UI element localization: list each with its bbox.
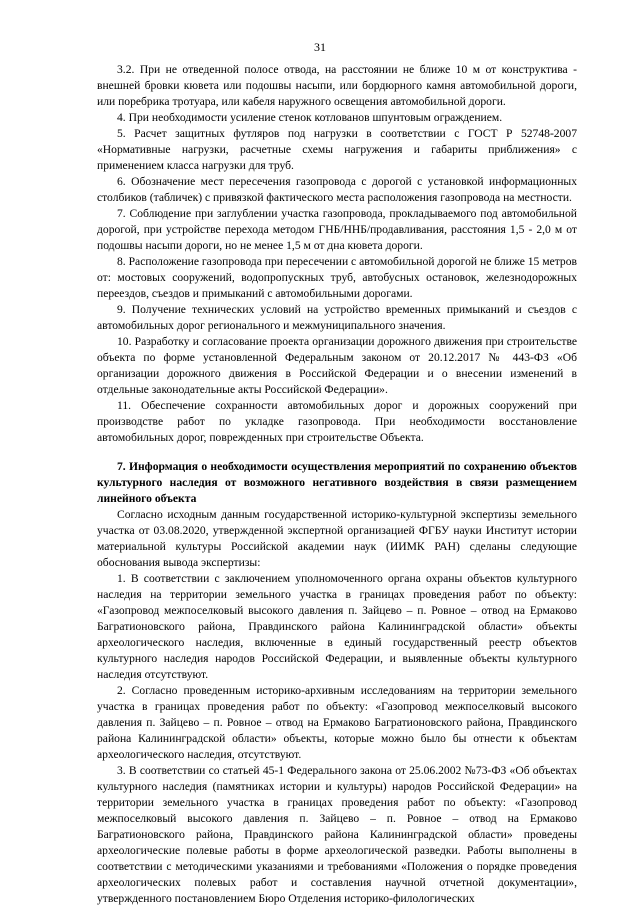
page-body <box>97 62 577 907</box>
paragraph-4: 4. При необходимости усиление стенок котлованов шпунтовым ограждением. <box>117 111 503 124</box>
page-number: 31 <box>314 40 326 54</box>
paragraph-10: 10. Разработку и согласование проекта организации дорожного движения при строительстве объекта по форме установленной Федеральным законом от 20.12.2017 № 443-ФЗ «Об организации дорожного движения в Российской Федерации и о внесении изменений в отдельные законодательные акты Российской Федерации». <box>97 335 577 396</box>
paragraph-7: 7. Соблюдение при заглублении участка газопровода, прокладываемого под автомобильной дорогой, при устройстве перехода методом ГНБ/ННБ/продавливания, расстояния 1,5 - 2,0 м от подошвы насыпи дороги, но не менее 1,5 м от дна кювета дороги. <box>97 207 577 252</box>
paragraph-8: 8. Расположение газопровода при пересечении с автомобильной дорогой не ближе 15 метров от: мостовых сооружений, водопропускных труб, автобусных остановок, железнодорожных переездов, съездов и примыканий с автомобильными дорогами. <box>97 255 577 300</box>
section-heading: 7. Информация о необходимости осуществления мероприятий по сохранению объектов культурного наследия от возможного негативного воздействия в связи размещением линейного объекта <box>97 460 577 505</box>
paragraph-item-1: 1. В соответствии с заключением уполномоченного органа охраны объектов культурного наследия на территории земельного участка в границах проведения работ по объекту: «Газопровод межпоселковый высокого давления п. Зайцево – п. Ровное – отвод на Ермаково Багратионовского района, Правдинского района Калининградской области» объекты археологического наследия, включенные в единый государственный реестр объектов культурного наследия народов Российской Федерации, и выявленные объекты культурного наследия отсутствуют. <box>97 572 577 681</box>
paragraph-3-2: 3.2. При не отведенной полосе отвода, на расстоянии не ближе 10 м от конструктива - внешней бровки кювета или подошвы насыпи, или бордюрного камня автомобильной дороги, или поребрика тротуара, или кабеля наружного освещения автомобильной дороги. <box>97 63 577 108</box>
paragraph-item-3: 3. В соответствии со статьей 45-1 Федерального закона от 25.06.2002 №73-ФЗ «Об объектах культурного наследия (памятниках истории и культуры) народов Российской Федерации» на территории земельного участка в границах проведения работ по объекту: «Газопровод межпоселковый высокого давления п. Зайцево – п. Ровное – отвод на Ермаково Багратионовского района, Правдинского района Калининградской области» проведены археологические полевые работы в форме археологической разведки. Работы выполнены в соответствии с методическими указаниями и требованиями «Положения о порядке проведения археологических полевых работ и составления научной отчетной документации», утвержденного постановлением Бюро Отделения историко-филологических <box>97 764 577 905</box>
paragraph-intro: Согласно исходным данным государственной историко-культурной экспертизы земельного участка от 03.08.2020, утвержденной экспертной организацией ФГБУ науки Институт истории материальной культуры Российской академии наук (ИИМК РАН) сделаны следующие обоснования вывода экспертизы: <box>97 508 577 569</box>
paragraph-item-2: 2. Согласно проведенным историко-архивным исследованиям на территории земельного участка в границах проведения работ по объекту: «Газопровод межпоселковый высокого давления п. Зайцево – п. Ровное – отвод на Ермаково Багратионовского района, Правдинского района Калининградской области» объекты, которые можно было бы отнести к объектам археологического наследия, отсутствуют. <box>97 684 577 761</box>
paragraph-9: 9. Получение технических условий на устройство временных примыканий и съездов с автомобильных дорог регионального и межмуниципального значения. <box>97 303 577 332</box>
paragraph-11: 11. Обеспечение сохранности автомобильных дорог и дорожных сооружений при производстве работ по укладке газопровода. При необходимости восстановление автомобильных дорог, поврежденных при строительстве Объекта. <box>97 399 577 444</box>
paragraph-5: 5. Расчет защитных футляров под нагрузки в соответствии с ГОСТ Р 52748-2007 «Нормативные нагрузки, расчетные схемы нагружения и габариты приближения» с применением класса нагрузки для труб. <box>97 127 577 172</box>
paragraph-6: 6. Обозначение мест пересечения газопровода с дорогой с установкой информационных столбиков (табличек) с привязкой фактического места расположения газопровода на местности. <box>97 175 577 204</box>
